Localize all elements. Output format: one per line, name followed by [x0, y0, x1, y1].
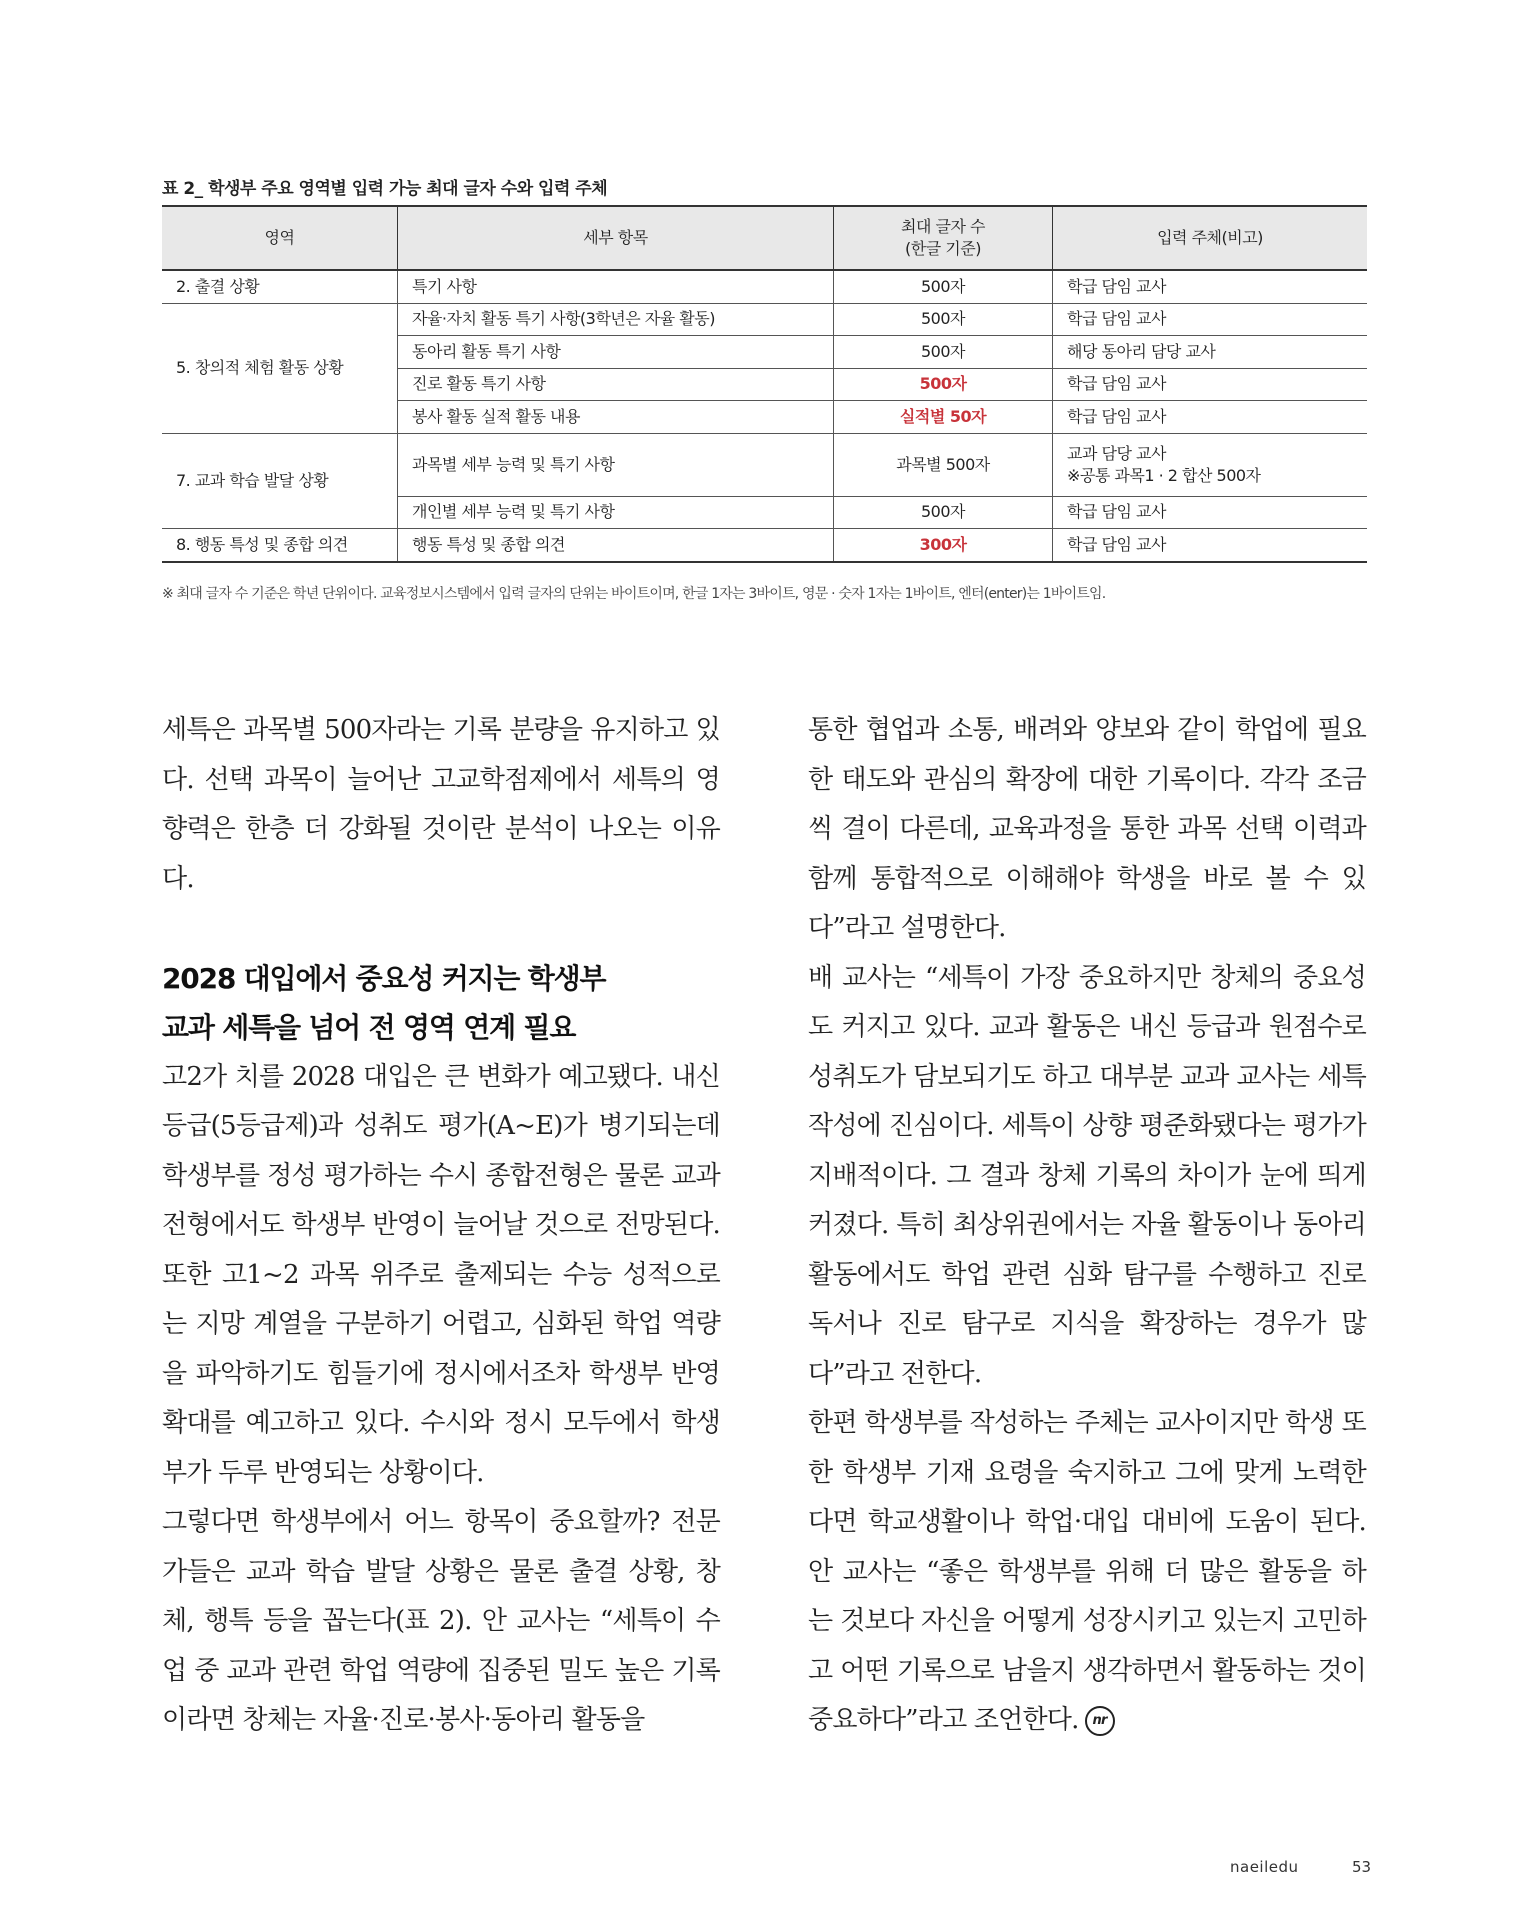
- max-cell: 500자: [834, 270, 1053, 303]
- data-table: [162, 205, 1367, 563]
- max-cell-highlight: 300자: [834, 529, 1053, 562]
- table-row: [162, 303, 1367, 336]
- footer-brand: naeiledu: [1230, 1858, 1299, 1876]
- header-author: 입력 주체(비고): [1053, 206, 1368, 270]
- spacer: [162, 904, 720, 954]
- author-line1: 교과 담당 교사: [1067, 443, 1166, 463]
- max-cell: 500자: [834, 336, 1053, 369]
- table-footnote: ※ 최대 글자 수 기준은 학년 단위이다. 교육정보시스템에서 입력 글자의 단위는 바이트이며, 한글 1자는 3바이트, 영문 · 숫자 1자는 1바이트, 엔터(enter)는 1바이트임.: [162, 586, 1106, 602]
- table-row: [162, 433, 1367, 496]
- article-column-left: [162, 706, 720, 1746]
- author-cell: 학급 담임 교사: [1053, 303, 1368, 336]
- header-max-line1: 최대 글자 수: [901, 217, 985, 236]
- paragraph: 고2가 치를 2028 대입은 큰 변화가 예고됐다. 내신 등급(5등급제)과 성취도 평가(A~E)가 병기되는데 학생부를 정성 평가하는 수시 종합전형은 물론 교과전형에서도 학생부 반영이 늘어날 것으로 전망된다. 또한 고1~2 과목 위주로 출제되는 수능 성적으로는 지망 계열을 구분하기 어렵고, 심화된 학업 역량을 파악하기도 힘들기에 정시에서조차 학생부 반영 확대를 예고하고 있다. 수시와 정시 모두에서 학생부가 두루 반영되는 상황이다.: [162, 1061, 720, 1488]
- item-cell: 과목별 세부 능력 및 특기 사항: [398, 433, 834, 496]
- area-cell: 2. 출결 상황: [162, 270, 398, 303]
- paragraph: 배 교사는 “세특이 가장 중요하지만 창체의 중요성도 커지고 있다. 교과 활동은 내신 등급과 원점수로 성취도가 담보되기도 하고 대부분 교과 교사는 세특 작성에 진심이다. 세특이 상향 평준화됐다는 평가가 지배적이다. 그 결과 창체 기록의 차이가 눈에 띄게 커졌다. 특히 최상위권에서는 자율 활동이나 동아리 활동에서도 학업 관련 심화 탐구를 수행하고 진로 독서나 진로 탐구로 지식을 확장하는 경우가 많다”라고 전한다.: [808, 962, 1366, 1389]
- max-cell-highlight: 실적별 50자: [834, 401, 1053, 434]
- author-cell: 학급 담임 교사: [1053, 529, 1368, 562]
- table-row: [162, 529, 1367, 562]
- area-cell: 5. 창의적 체험 활동 상황: [162, 303, 398, 433]
- author-cell: 학급 담임 교사: [1053, 368, 1368, 401]
- max-cell-highlight: 500자: [834, 368, 1053, 401]
- header-max-chars: [834, 206, 1053, 270]
- article-column-right: [808, 706, 1366, 1746]
- item-cell: 진로 활동 특기 사항: [398, 368, 834, 401]
- header-max-line2: (한글 기준): [905, 239, 981, 258]
- section-heading-line1: 2028 대입에서 중요성 커지는 학생부: [162, 961, 606, 995]
- max-cell: 과목별 500자: [834, 433, 1053, 496]
- area-cell: 8. 행동 특성 및 종합 의견: [176, 534, 348, 554]
- table-caption: 표 2_ 학생부 주요 영역별 입력 가능 최대 글자 수와 입력 주체: [162, 179, 608, 199]
- item-cell: 자율·자치 활동 특기 사항(3학년은 자율 활동): [398, 303, 834, 336]
- max-cell: 500자: [834, 303, 1053, 336]
- paragraph: 통한 협업과 소통, 배려와 양보와 같이 학업에 필요한 태도와 관심의 확장에 대한 기록이다. 각각 조금씩 결이 다른데, 교육과정을 통한 과목 선택 이력과 함께 통합적으로 이해해야 학생을 바로 볼 수 있다”라고 설명한다.: [808, 715, 1366, 943]
- table-row: [162, 270, 1367, 303]
- author-line2: ※공통 과목1 · 2 합산 500자: [1067, 465, 1261, 485]
- header-item: 세부 항목: [398, 206, 834, 270]
- author-cell: 해당 동아리 담당 교사: [1053, 336, 1368, 369]
- author-cell: [1053, 433, 1368, 496]
- area-cell: 7. 교과 학습 발달 상황: [162, 433, 398, 529]
- header-area: 영역: [162, 206, 398, 270]
- page-number: 53: [1352, 1858, 1372, 1876]
- author-cell: 학급 담임 교사: [1053, 270, 1368, 303]
- item-cell: 동아리 활동 특기 사항: [398, 336, 834, 369]
- item-cell: 봉사 활동 실적 활동 내용: [398, 401, 834, 434]
- author-cell: 학급 담임 교사: [1053, 401, 1368, 434]
- section-heading: [162, 954, 720, 1053]
- paragraph-text: 한편 학생부를 작성하는 주체는 교사이지만 학생 또한 학생부 기재 요령을 숙지하고 그에 맞게 노력한다면 학교생활이나 학업·대입 대비에 도움이 된다. 안 교사는 “좋은 학생부를 위해 더 많은 활동을 하는 것보다 자신을 어떻게 성장시키고 있는지 고민하고 어떤 기록으로 남을지 생각하면서 활동하는 것이 중요하다”라고 조언한다.: [808, 1408, 1366, 1735]
- article-end-mark-icon: nr: [1085, 1706, 1115, 1736]
- table-header-row: [162, 206, 1367, 270]
- item-cell: 특기 사항: [398, 270, 834, 303]
- author-cell: 학급 담임 교사: [1053, 496, 1368, 529]
- section-heading-line2: 교과 세특을 넘어 전 영역 연계 필요: [162, 1011, 576, 1044]
- paragraph: [808, 1399, 1366, 1746]
- paragraph: 그렇다면 학생부에서 어느 항목이 중요할까? 전문가들은 교과 학습 발달 상황은 물론 출결 상황, 창체, 행특 등을 꼽는다(표 2). 안 교사는 “세특이 수업 중 교과 관련 학업 역량에 집중된 밀도 높은 기록이라면 창체는 자율·진로·봉사·동아리 활동을: [162, 1507, 720, 1735]
- item-cell: 행동 특성 및 종합 의견: [398, 529, 834, 562]
- max-cell: 500자: [834, 496, 1053, 529]
- item-cell: 개인별 세부 능력 및 특기 사항: [398, 496, 834, 529]
- paragraph: 세특은 과목별 500자라는 기록 분량을 유지하고 있다. 선택 과목이 늘어난 고교학점제에서 세특의 영향력은 한층 더 강화될 것이란 분석이 나오는 이유다.: [162, 715, 720, 894]
